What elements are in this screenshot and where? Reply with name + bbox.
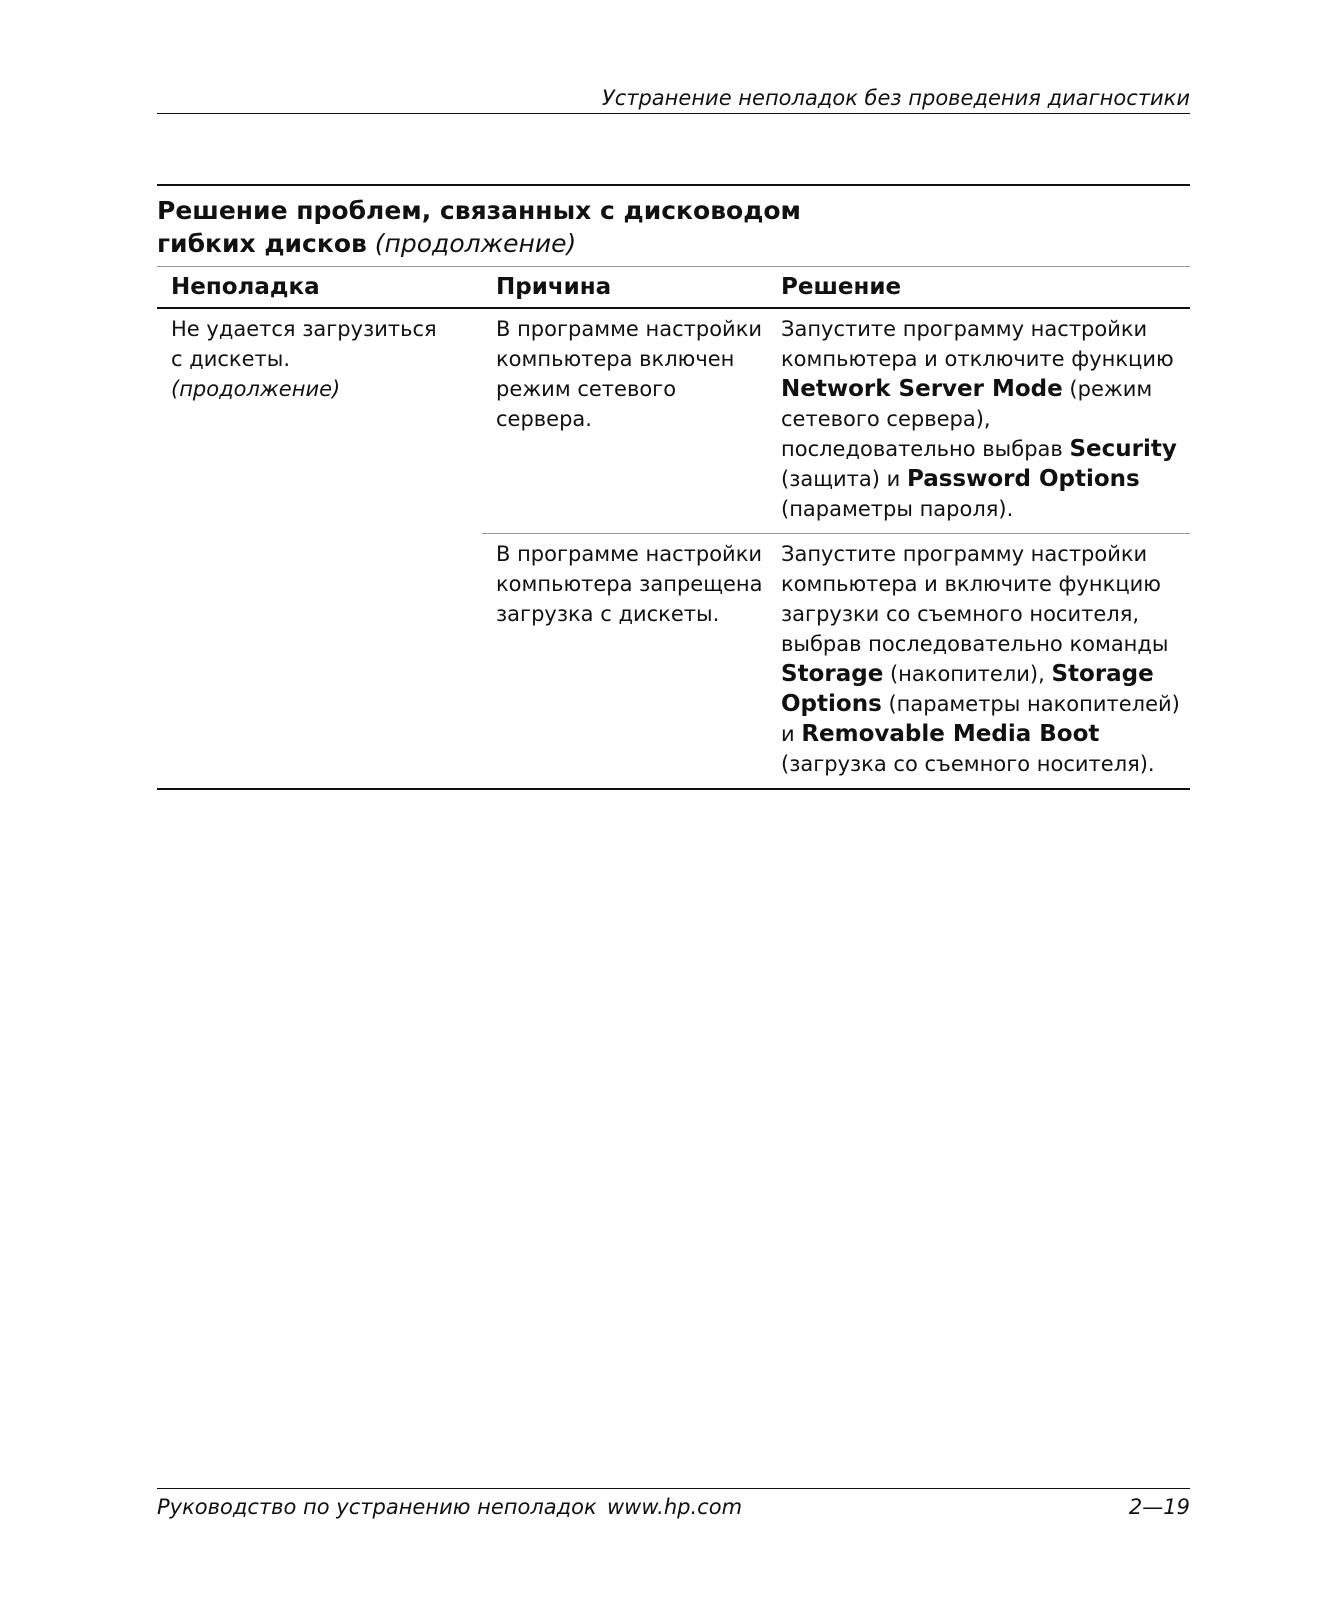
table-title [157,194,1190,266]
table-title-continued: (продолжение) [374,229,577,258]
table-title-line2: гибких дисков [157,229,367,258]
table-top-rule [157,184,1190,186]
solution-text: Запустите программу настройки компьютера и включите функцию загрузки со съемного носителя, выбрав последовательно команды [781,542,1169,656]
footer-url: www.hp.com [607,1495,743,1519]
table-row [482,533,1190,788]
solution-command: Network Server Mode [781,376,1063,402]
solution-cell [767,309,1190,533]
table-row [482,309,1190,533]
solution-text: (загрузка со съемного носителя). [781,752,1155,776]
problem-cell [157,309,482,788]
solution-command: Removable Media Boot [801,721,1100,747]
running-header: Устранение неполадок без проведения диагностики [601,86,1190,110]
solution-text: (защита) и [781,467,907,491]
solution-text: (накопители), [883,662,1052,686]
solution-text: (режим сетевого сервера), последовательно выбрав [781,377,1153,461]
solution-command: Storage Options [781,661,1154,717]
footer-guide-title: Руководство по устранению неполадок [157,1495,597,1519]
header-rule [157,113,1190,114]
column-header-cause: Причина [496,274,612,300]
column-header-problem: Неполадка [171,274,320,300]
footer-rule [157,1488,1190,1489]
solution-text: (параметры пароля). [781,497,1014,521]
solution-command: Security [1069,436,1177,462]
table-title-line1: Решение проблем, связанных с дисководом [157,196,801,225]
problem-continued: (продолжение) [171,377,341,401]
cause-solution-group [482,309,1190,788]
solution-text: Запустите программу настройки компьютера и отключите функцию [781,317,1174,371]
table-header-row [157,267,1190,309]
problem-text: Не удается загрузиться с дискеты. [171,317,437,371]
solution-command: Storage [781,661,884,687]
table-body [157,309,1190,790]
cause-cell: В программе настройки компьютера включен режим сетевого сервера. [496,317,763,431]
cause-cell: В программе настройки компьютера запрещена загрузка с дискеты. [496,542,763,626]
solution-command: Password Options [906,466,1140,492]
solution-text: (параметры накопителей) и [781,692,1180,746]
page-number: 2—19 [1128,1495,1190,1519]
column-header-solution: Решение [781,274,902,300]
solution-cell [767,534,1190,788]
troubleshooting-table [157,184,1190,790]
